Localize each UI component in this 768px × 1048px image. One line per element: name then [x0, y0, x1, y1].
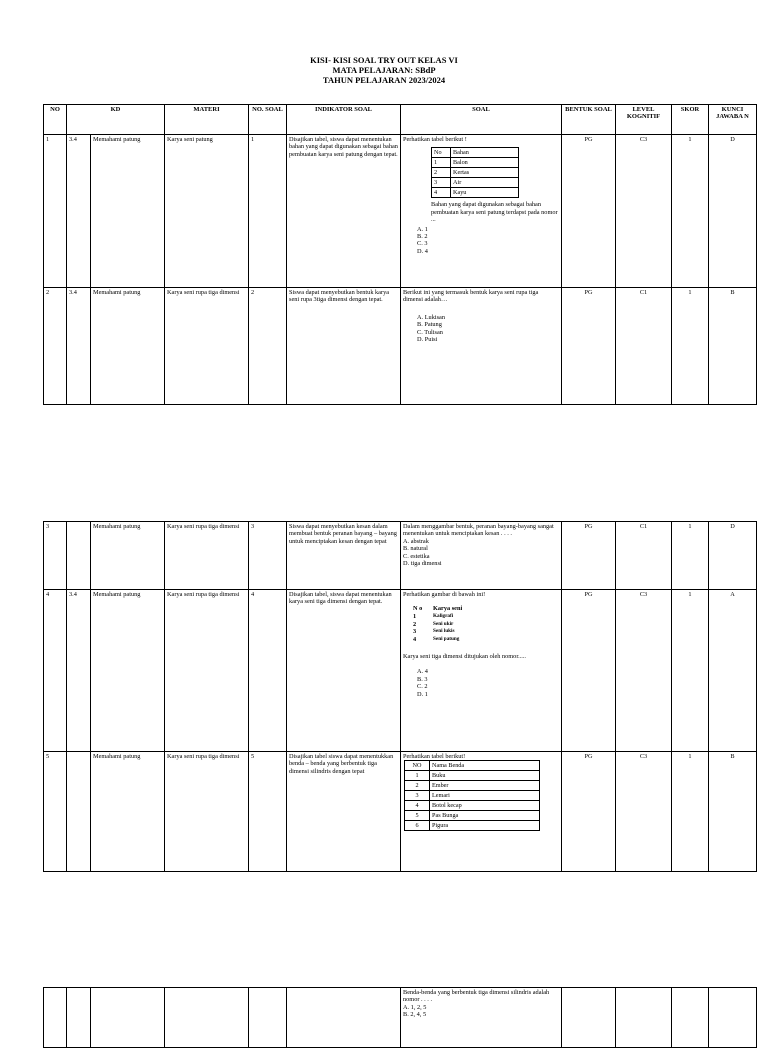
cell-indikator: Disajikan tabel, siswa dapat menentukan bahan yang dapat digunakan sebagai bahan pembuatan karya seni patung dengan tepat. [287, 135, 401, 288]
cell-level [616, 988, 672, 1048]
options-list [417, 226, 559, 256]
inner-cell: Balon [451, 158, 519, 168]
cell-soal [401, 522, 562, 590]
cell-kd: 3.4 [67, 288, 91, 405]
cell-indikator: Siswa dapat menyebutkan kesan dalam membuat bentuk peranan bayang – bayang untuk menciptakan kesan dengan tepat [287, 522, 401, 590]
cell-soal [401, 288, 562, 405]
cell-kd [67, 988, 91, 1048]
inner-cell: 5 [405, 811, 430, 821]
inner-cell: Botol kecap [430, 801, 540, 811]
inner-cell: 2 [405, 781, 430, 791]
cell-bentuk: PG [562, 752, 616, 872]
doc-title-2: MATA PELAJARAN: SBdP [332, 65, 436, 75]
option-c: C. Tulisan [417, 328, 443, 336]
cell-no-soal: 3 [249, 522, 287, 590]
option-d: D. 4 [417, 247, 428, 255]
cell-level: C3 [616, 590, 672, 752]
inner-cell: Pas Bunga [430, 811, 540, 821]
option-a: A. Lukisan [417, 313, 445, 321]
cell-materi: Memahami patung [91, 522, 165, 590]
cell-bentuk: PG [562, 288, 616, 405]
table-row [44, 590, 757, 752]
soal-intro: Perhatikan tabel berikut! [403, 753, 466, 760]
cell-kunci: B [709, 288, 757, 405]
cell-no [44, 988, 67, 1048]
option-c: C. 2 [417, 683, 428, 691]
cell-kunci: D [709, 135, 757, 288]
table-row [44, 752, 757, 872]
option-a: A. 1 [417, 225, 428, 233]
cell-kd: 3.4 [67, 590, 91, 752]
list-item: Kaligrafi [433, 613, 454, 620]
inner-head: Nama Benda [430, 761, 540, 771]
cell-skor: 1 [672, 288, 709, 405]
inner-cell: Pigura [430, 821, 540, 831]
header-no-soal: NO. SOAL [249, 105, 287, 135]
cell-no-soal: 1 [249, 135, 287, 288]
bahan-table [431, 147, 519, 198]
cell-no-soal: 5 [249, 752, 287, 872]
cell-bentuk: PG [562, 522, 616, 590]
header-kunci: KUNCI JAWABA N [709, 105, 757, 135]
doc-title-3: TAHUN PELAJARAN 2023/2024 [322, 75, 446, 85]
cell-indikator: Disajikan tabel siswa dapat menentukkan benda – benda yang berbentuk tiga dimensi silindris dengan tepat [287, 752, 401, 872]
cell-skor: 1 [672, 752, 709, 872]
header-kd: KD [67, 105, 165, 135]
cell-level: C3 [616, 135, 672, 288]
soal-question: Dalam menggambar bentuk, peranan bayang-bayang sangat menentukan untuk menciptakan kesan . . . . [403, 523, 554, 538]
inner-cell: Lemari [430, 791, 540, 801]
inner-cell: 3 [405, 791, 430, 801]
cell-no: 4 [44, 590, 67, 752]
cell-level: C3 [616, 752, 672, 872]
inner-cell: 2 [432, 168, 451, 178]
inner-cell: Buku [430, 771, 540, 781]
cell-no-soal: 4 [249, 590, 287, 752]
header-no: NO [44, 105, 67, 135]
cell-kd: 3.4 [67, 135, 91, 288]
inner-cell: Kertas [451, 168, 519, 178]
soal-intro: Perhatikan gambar di bawah ini! [403, 591, 486, 598]
cell-soal [401, 988, 562, 1048]
cell-no: 5 [44, 752, 67, 872]
inner-cell: 6 [405, 821, 430, 831]
cell-sub: Karya seni rupa tiga dimensi [165, 752, 249, 872]
option-d: D. tiga dimensi [403, 560, 442, 568]
benda-table [404, 760, 540, 831]
inner-cell: 3 [432, 178, 451, 188]
cell-indikator: Siswa dapat menyebutkan bentuk karya seni rupa 3tiga dimensi dengan tepat. [287, 288, 401, 405]
cell-sub: Karya seni rupa tiga dimensi [165, 522, 249, 590]
cell-sub [165, 988, 249, 1048]
option-d: D. Puisi [417, 336, 438, 344]
list-item: Seni lukis [433, 628, 455, 635]
option-b: B. natural [403, 545, 428, 553]
cell-materi: Memahami patung [91, 288, 165, 405]
list-no: 3 [413, 628, 417, 636]
header-skor: SKOR [672, 105, 709, 135]
table-row [44, 522, 757, 590]
option-b: B. Patung [417, 321, 442, 329]
inner-cell: 4 [432, 188, 451, 198]
inner-cell: 1 [405, 771, 430, 781]
option-d: D. 1 [417, 690, 428, 698]
cell-kd [67, 752, 91, 872]
karya-list [413, 605, 462, 643]
cell-soal [401, 590, 562, 752]
header-bentuk: BENTUK SOAL [562, 105, 616, 135]
kisi-table-1 [43, 104, 757, 405]
soal-question: Bahan yang dapat digunakan sebagai bahan pembuatan karya seni patung terdapst pada nomor ... [431, 201, 558, 224]
doc-title-1: KISI- KISI SOAL TRY OUT KELAS VI [310, 55, 458, 65]
cell-soal [401, 752, 562, 872]
list-head-no: N o [413, 605, 423, 613]
header-indikator: INDIKATOR SOAL [287, 105, 401, 135]
cell-sub: Karya seni rupa tiga dimensi [165, 288, 249, 405]
cell-bentuk: PG [562, 135, 616, 288]
cell-materi: Memahami patung [91, 590, 165, 752]
cell-level: C1 [616, 288, 672, 405]
option-b: B. 3 [417, 675, 428, 683]
list-item: Seni patung [433, 635, 460, 642]
header-level: LEVEL KOGNITIF [616, 105, 672, 135]
cell-level: C1 [616, 522, 672, 590]
inner-head: Bahan [451, 148, 519, 158]
soal-intro: Perhatikan tabel berikut ! [403, 136, 467, 143]
option-a: A. abstrak [403, 537, 429, 545]
cell-bentuk: PG [562, 590, 616, 752]
kisi-table-2 [43, 521, 757, 872]
header-materi: MATERI [165, 105, 249, 135]
inner-cell: Kayu [451, 188, 519, 198]
inner-head: NO [405, 761, 430, 771]
soal-question: Berikut ini yang termasuk bentuk karya seni rupa tiga dimensi adalah… [403, 289, 539, 304]
inner-head: No [432, 148, 451, 158]
options-list [417, 314, 559, 344]
option-a: A. 4 [417, 668, 428, 676]
cell-sub: Karya seni patung [165, 135, 249, 288]
inner-cell: Ember [430, 781, 540, 791]
cell-no: 3 [44, 522, 67, 590]
soal-question: Karya seni tiga dimensi ditujukan oleh nomor..... [403, 653, 526, 661]
cell-no: 1 [44, 135, 67, 288]
cell-kd [67, 522, 91, 590]
cell-materi: Memahami patung [91, 752, 165, 872]
cell-indikator: Disajikan tabel, siswa dapat menentukan karya seni tiga dimensi dengan tepat. [287, 590, 401, 752]
header-row [44, 105, 757, 135]
soal-question: Benda-benda yang berbentuk tiga dimensi silindris adalah nomor . . . . [403, 989, 550, 1004]
cell-kunci [709, 988, 757, 1048]
option-a: A. 1, 2, 5 [403, 1003, 427, 1011]
option-c: C. estetika [403, 552, 430, 560]
option-b: B. 2 [417, 233, 428, 241]
table-row [44, 135, 757, 288]
cell-no: 2 [44, 288, 67, 405]
cell-skor: 1 [672, 135, 709, 288]
options-list [403, 1004, 559, 1019]
cell-skor [672, 988, 709, 1048]
cell-no-soal: 2 [249, 288, 287, 405]
table-row [44, 288, 757, 405]
options-list [403, 538, 559, 568]
table-row [44, 988, 757, 1048]
options-list [417, 668, 559, 698]
inner-cell: 4 [405, 801, 430, 811]
cell-bentuk [562, 988, 616, 1048]
list-no: 4 [413, 635, 417, 643]
option-c: C. 3 [417, 240, 428, 248]
cell-skor: 1 [672, 522, 709, 590]
list-no: 2 [413, 620, 417, 628]
cell-materi [91, 988, 165, 1048]
inner-cell: Air [451, 178, 519, 188]
list-no: 1 [413, 613, 417, 621]
list-item: Seni ukir [433, 620, 454, 627]
cell-materi: Memahami patung [91, 135, 165, 288]
cell-kunci: D [709, 522, 757, 590]
cell-kunci: B [709, 752, 757, 872]
kisi-table-3 [43, 987, 757, 1048]
inner-cell: 1 [432, 158, 451, 168]
cell-kunci: A [709, 590, 757, 752]
cell-soal [401, 135, 562, 288]
header-soal: SOAL [401, 105, 562, 135]
cell-no-soal [249, 988, 287, 1048]
option-b: B. 2, 4, 5 [403, 1011, 427, 1019]
cell-sub: Karya seni rupa tiga dimensi [165, 590, 249, 752]
cell-skor: 1 [672, 590, 709, 752]
list-head-karya: Karya seni [433, 605, 463, 613]
cell-indikator [287, 988, 401, 1048]
